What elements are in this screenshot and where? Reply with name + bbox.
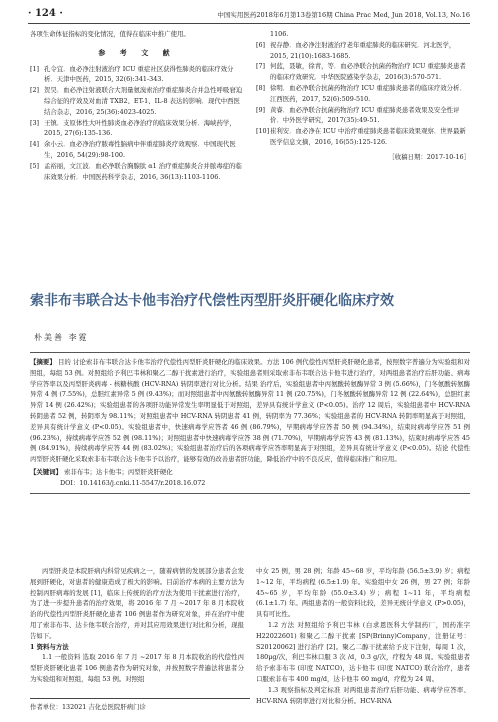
reference-item — [30, 118, 244, 140]
section-heading: 1 资料与方法 — [30, 642, 69, 651]
reference-number: [1] — [30, 64, 40, 73]
references-heading: 参 考 文 献 — [98, 47, 176, 57]
prev-article-tail: 各项生命体征指标的变化情况，值得在临床中推广使用。 — [30, 30, 190, 38]
reference-number: [7] — [256, 62, 266, 71]
received-date: ［收稿日期：2017-10-16］ — [388, 152, 470, 161]
reference-number: [2] — [30, 86, 40, 95]
abstract-box — [30, 352, 470, 494]
reference-text: 何蓝，聂敏，徐青，等．血必净联合抗菌药物治疗 ICU 重症肺炎患者的临床疗效研究．中华医院感染学杂志，2016(3):570-571. — [270, 62, 466, 82]
reference-text: 余小云．血必净治疗脓毒性脑病中伴重症肺炎疗效观察．中国现代医生，2016, 54(29):98-100. — [44, 140, 236, 159]
body-paragraph: 1.2 方法 对照组给予利巴韦林 (白求恩医科大学制药厂，国药准字 H22022601) 和聚乙二醇干扰素 [SP(Brinny)Company，注册证号：S20120062] 进行治疗 [2]。聚乙二醇干扰素给予皮下注射，每周 1 次，180μg/次，利巴韦林口服 3 次 /d，0.3 g/次，疗程为 48 周。实验组患者给予索非布韦 (印度 NATCO)，达卡他韦 (印度 NATCO) 联合治疗，患者口服索非布韦 400 mg/d，达卡他韦 60 mg/d，疗程为 24 周。 — [256, 620, 470, 683]
abstract-label: 【摘要】 — [30, 358, 56, 366]
journal-header: 中国实用医药2018年6月第13卷第16期 China Prac Med, Jun 2018, Vol.13, No.16 — [217, 11, 470, 19]
reference-number: [4] — [30, 140, 40, 149]
reference-number: [6] — [256, 40, 266, 49]
references-list-left — [30, 64, 244, 183]
abstract-text: 目的 讨论索非布韦联合达卡他韦治疗代偿性丙型肝炎肝硬化的临床效果。方法 106 例代偿性丙型肝炎肝硬化患者，按照数字普遍分为实验组和对照组，每组 53 例。对照组给予利巴韦林和聚乙二醇干扰素进行治疗，实验组患者则采取索非布韦联合达卡他韦进行治疗，对两组患者治疗后肝功能、病毒学应答率以及丙型肝炎病毒 - 核糖核酸 (HCV-RNA) 转阴率进行对比分析。结果 治疗后，实验组患者中丙氨酸转氨酶异常 3 例 (5.66%)，门冬氨酸转氨酶异常 4 例 (7.55%)，总胆红素异常 5 例 (9.43%)；而对照组患者中丙氨酸转氨酶异常 11 例 (20.75%)，门冬氨酸转氨酶异常 12 例 (22.64%)，总胆红素异常 14 例 (26.42%)；实验组患者的各项肝功能异常发生率明显低于对照组，差异具有统计学意义 (P<0.05)。治疗 12 周后，实验组患者中 HCV-RNA 转阴患者 52 例，转阴率为 98.11%；对照组患者中 HCV-RNA 转阴患者 41 例，转阴率为 77.36%；实验组患者的 HCV-RNA 转阴率明显高于对照组，差异具有统计学意义 (P<0.05)。实验组患者中，快速病毒学应答者 46 例 (86.79%)，早期病毒学应答者 50 例 (94.34%)，结束时病毒学应答 51 例 (96.23%)，持续病毒学应答 52 例 (98.11%)；对照组患者中快速病毒学应答 38 例 (71.70%)，早期病毒学应答 43 例 (81.13%)，结束时病毒学应答 45 例 (84.91%)，持续病毒学应答 44 例 (83.02%)；实验组患者治疗后的各项病毒学应答率明显高于对照组，差异具有统计学意义 (P<0.05)。结论 代偿性丙型肝炎肝硬化采取索非布韦联合达卡他韦予以治疗，能够有效的改善患者肝功能，降低治疗中的不良反应，值得临床推广和应用。 — [30, 358, 471, 464]
keywords-text: 索非布韦；达卡他韦；丙型肝炎肝硬化 — [64, 467, 173, 476]
article-authors: 朴美善 李霓 — [34, 333, 89, 342]
article-title: 索非布韦联合达卡他韦治疗代偿性丙型肝炎肝硬化临床疗效 — [30, 293, 394, 309]
reference-number: [3] — [30, 118, 40, 127]
reference-text: 贺昊．血必净注射液联合大剂量氨溴索治疗重症肺炎合并急性呼吸窘迫综合征的疗效及对血清 TXB2、ET-1、IL-8 表达的影响．现代中西医结合杂志，2016, 25(36):4023-4025. — [44, 86, 243, 116]
reference-number: [5] — [30, 161, 40, 170]
reference-item — [30, 139, 244, 161]
reference-item — [256, 61, 470, 83]
reference-item — [256, 105, 470, 127]
page-header — [28, 8, 470, 22]
body-paragraph: 中女 25 例，男 28 例；年龄 45~68 岁，平均年龄 (56.5±3.9) 岁；病程 1~12 年，平均病程 (6.5±1.9) 年。实验组中女 26 例，男 27 例；年龄 45~65 岁，平均年龄 (55.0±3.4) 岁；病程 1~11 年，平均病程 (6.1±1.7) 年。两组患者的一般资料比较，差异无统计学意义 (P>0.05)，具有可比性。 — [256, 567, 470, 619]
body-paragraph: 1.1 一般资料 选取 2016 年 7 月 ~2017 年 8 月本院收治的代偿性丙型肝炎肝硬化患者 106 例患者作为研究对象，并按照数字普遍法将患者分为实验组和对照组，每组 53 例。对照组 — [30, 653, 244, 683]
reference-text: 王镇．支原体性大叶性肺炎血必净治疗的临床效果分析．海峡药学，2015, 27(6):135-136. — [44, 118, 236, 138]
page-number: · 124 · — [28, 8, 63, 19]
keywords-label: 【关键词】 — [30, 467, 62, 476]
reference-text: 黄睿．血必净联合抗菌药物治疗 ICU 重症肺炎患者效果及安全性评价．中外医学研究，2017(35):49-51. — [270, 105, 460, 125]
reference-text: 崔利安．血必净在 ICU 中治疗重症肺炎患者临床效果观察．世界最新医学信息文摘，2016, 16(55):125-126. — [270, 127, 466, 146]
reference-item — [256, 40, 470, 62]
reference-item — [30, 161, 244, 183]
doi-text: DOI：10.14163/j.cnki.11-5547/r.2018.16.072 — [60, 478, 206, 487]
reference-text: 孔令宜．血必净注射液治疗 ICU 重症社区获得性肺炎的临床疗效分析．天津中医药，2015, 32(6):341-343. — [44, 64, 234, 84]
reference-item — [30, 85, 244, 117]
right-ref-column — [256, 29, 470, 163]
reference-item — [30, 64, 244, 86]
body-paragraph: 丙型肝炎是本院肝病内科常见疾病之一，随着病情的发展部分患者会发展到肝硬化，对患者的健康造成了极大的影响。目前治疗本病的主要方法为控制丙肝病毒的发展 [1]，临床上传统的治疗方法为使用干扰素进行治疗，为了进一步提升患者的治疗效果，将 2016 年 7 月 ~2017 年 8 月本院收治的代偿性丙型肝炎肝硬化患者 106 例患者作为研究对象，并在治疗中使用了索非布韦、达卡他韦联合治疗，并对其应用效果进行对比和分析，现报告如下。 — [30, 567, 244, 640]
references-list-right — [256, 40, 470, 148]
body-right-column — [256, 566, 470, 706]
body-paragraph: 1.3 观察指标及判定标准 对两组患者治疗后肝功能、病毒学应答率、HCV-RNA 转阴率进行对比和分析。HCV-RNA — [256, 685, 470, 705]
reference-number: [8] — [256, 83, 266, 92]
reference-text: 徐明．血必净联合抗菌药物治疗 ICU 重症肺炎患者的临床疗效分析．江西医药，2017, 52(6):509-510. — [270, 83, 466, 103]
reference-text: 祝存静．血必净注射液治疗老年重症肺炎的临床研究．河北医学，2015, 21(10):1683-1685. — [270, 40, 456, 60]
reference-number: [10] — [256, 127, 270, 136]
footnote: 作者单位：132021 吉化总医院肝病门诊 — [30, 698, 250, 711]
reference-item — [256, 83, 470, 105]
reference-number: [9] — [256, 105, 266, 114]
header-rule — [28, 23, 470, 24]
ref-5-continued: 1106. — [270, 30, 289, 38]
body-left-column — [30, 566, 244, 685]
reference-item — [256, 126, 470, 148]
left-ref-column — [30, 29, 244, 182]
reference-text: 孟裕丽，文江波．血必净联合胸腺肽 α1 治疗重症肺炎合并脓毒症的临床效果分析．中国医药科学杂志，2016, 36(13):1103-1106. — [44, 161, 242, 181]
